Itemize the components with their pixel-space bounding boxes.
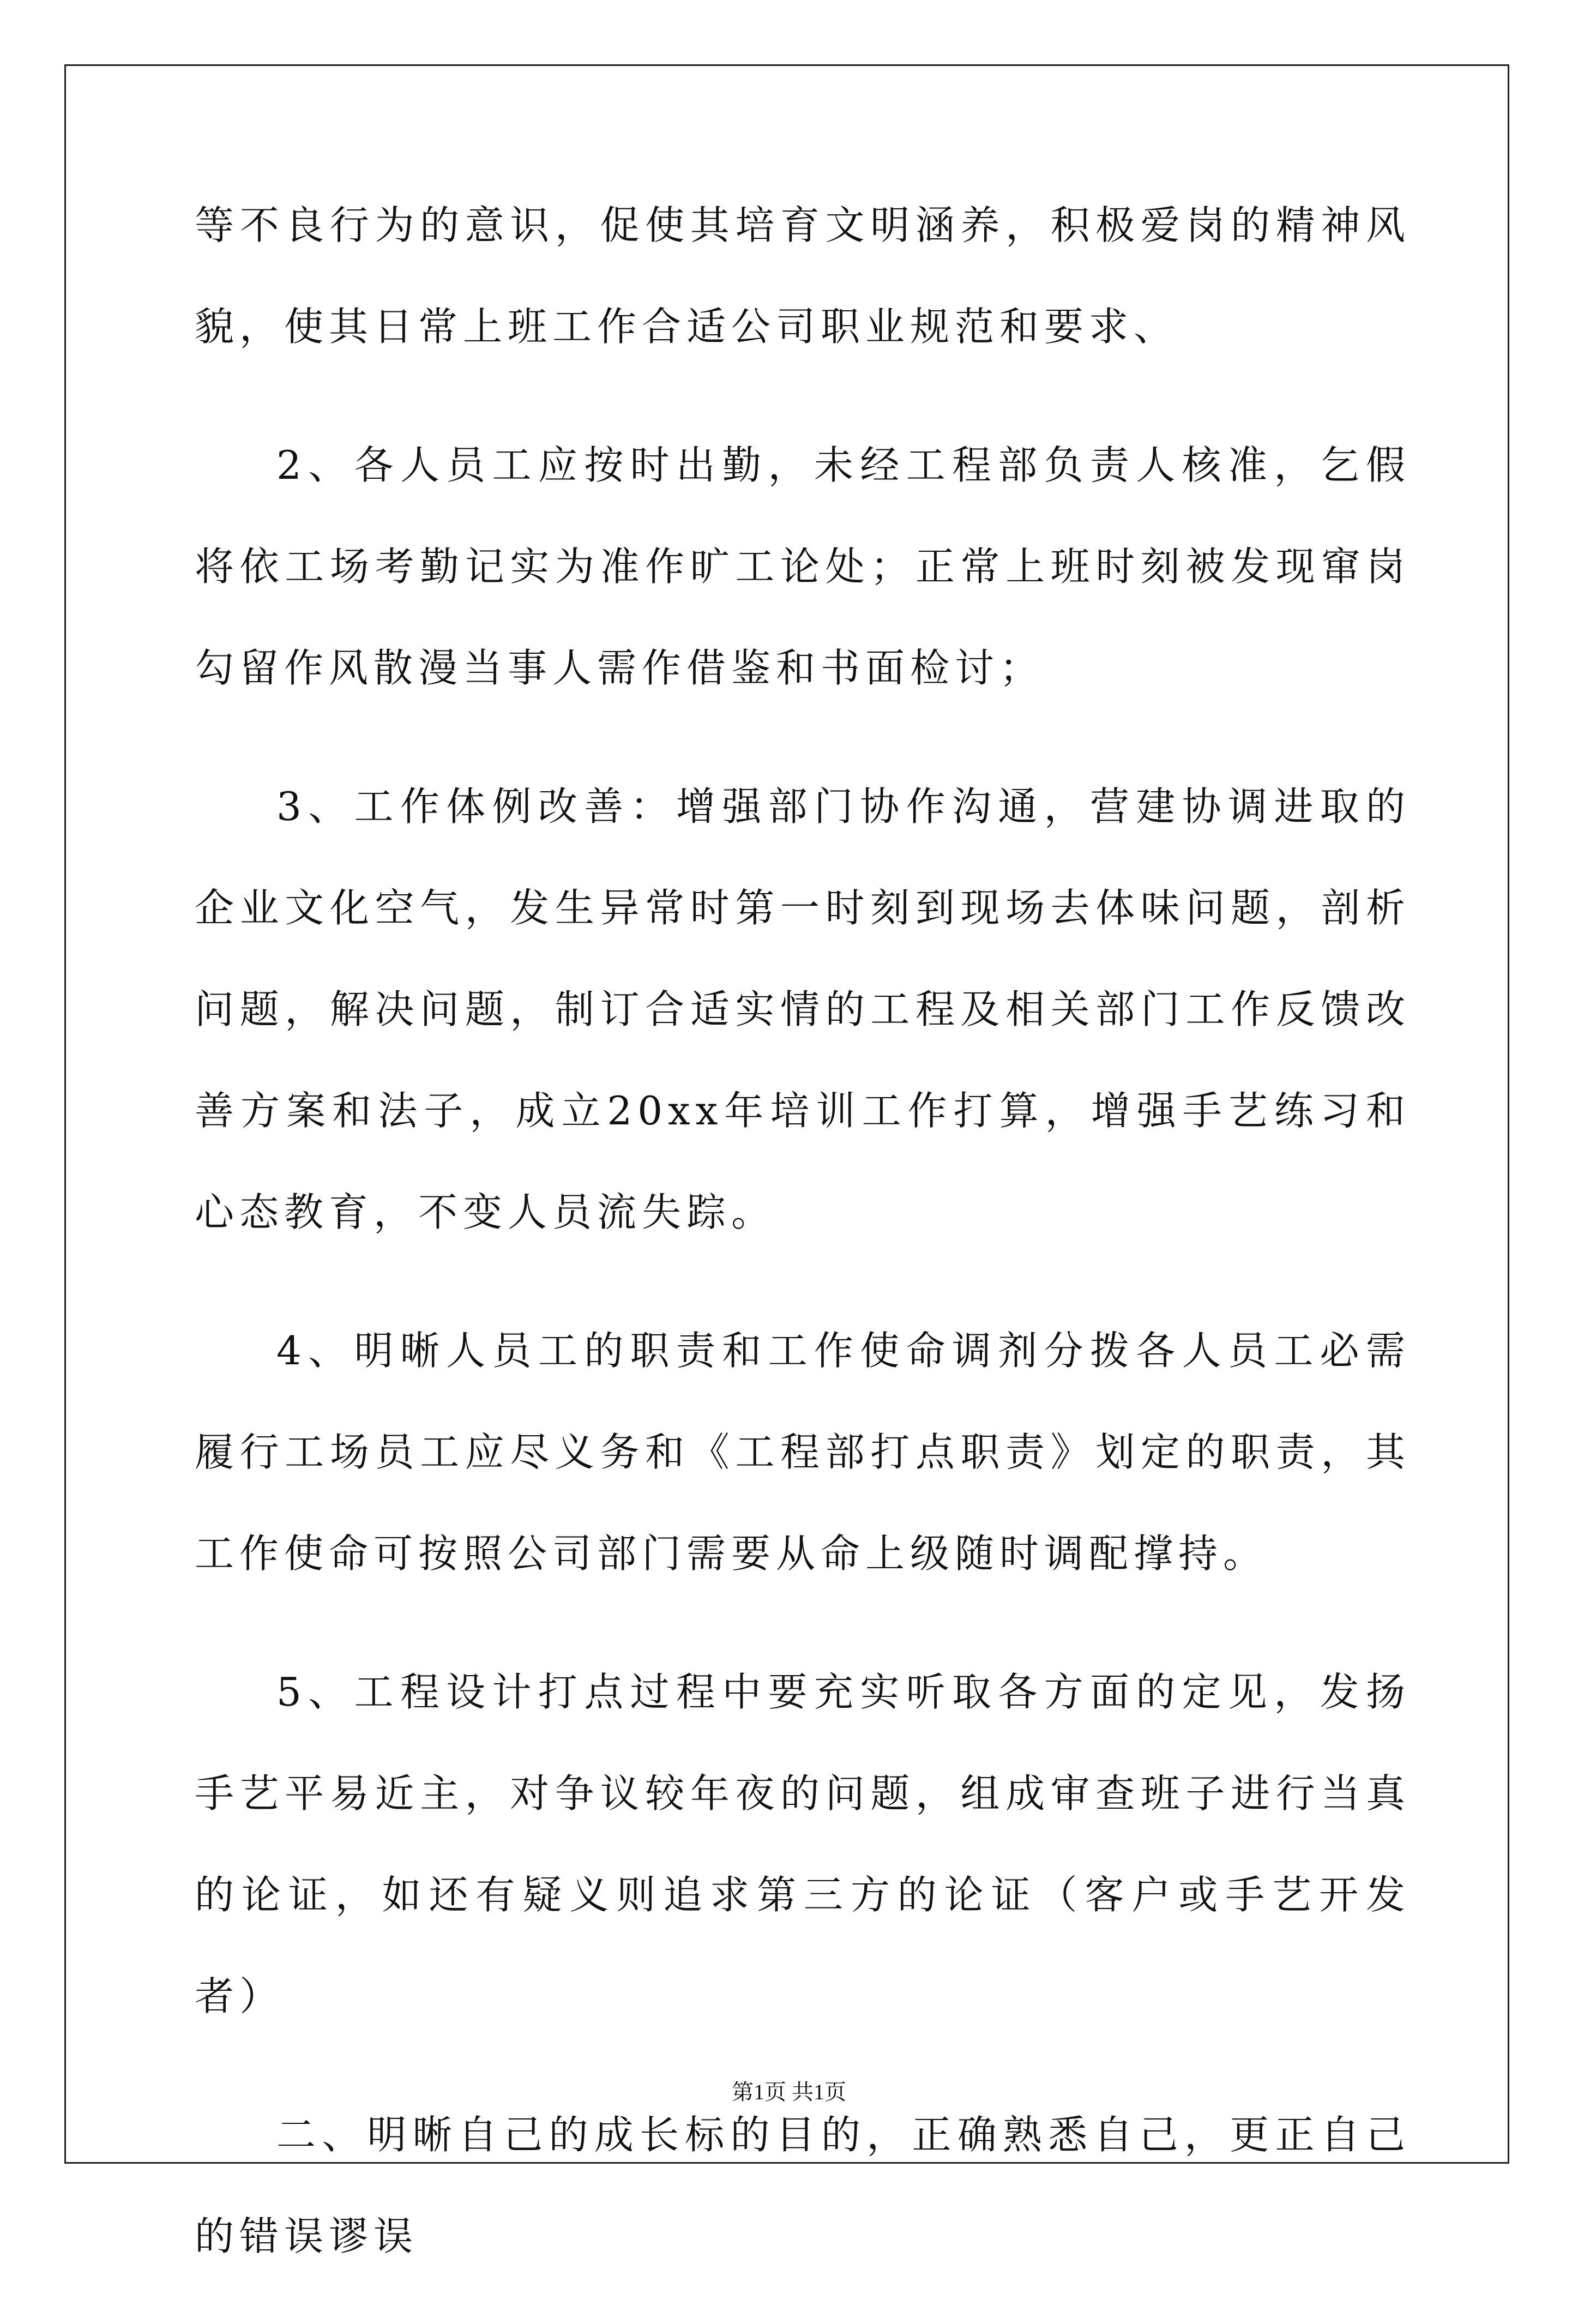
paragraph-continuation: 等不良行为的意识，促使其培育文明涵养，积极爱岗的精神风貌，使其日常上班工作合适公司职业规范和要求、: [195, 202, 1411, 350]
paragraph-item-3: 3、工作体例改善：增强部门协作沟通，营建协调进取的企业文化空气，发生异常时第一时刻到现场去体味问题，剖析问题，解决问题，制订合适实情的工程及相关部门工作反馈改善方案和法子，成立20xx年培训工作打算，增强手艺练习和心态教育，不变人员流失踪。: [195, 784, 1411, 1235]
paragraph-item-4: 4、明晰人员工的职责和工作使命调剂分拨各人员工必需履行工场员工应尽义务和《工程部打点职责》划定的职责，其工作使命可按照公司部门需要从命上级随时调配撑持。: [195, 1328, 1411, 1576]
paragraph-item-5: 5、工程设计打点过程中要充实听取各方面的定见，发扬手艺平易近主，对争议较年夜的问题，组成审查班子进行当真的论证，如还有疑义则追求第三方的论证（客户或手艺开发者）: [195, 1669, 1411, 2019]
section-heading-two: 二、明晰自己的成长标的目的，正确熟悉自己，更正自己的错误谬误: [195, 2112, 1411, 2259]
paragraph-item-2: 2、各人员工应按时出勤，未经工程部负责人核准，乞假将依工场考勤记实为准作旷工论处；正常上班时刻被发现窜岗勾留作风散漫当事人需作借鉴和书面检讨；: [195, 442, 1411, 691]
document-body: [195, 202, 1411, 2324]
page-number-footer: 第1页 共1页: [732, 2080, 846, 2104]
